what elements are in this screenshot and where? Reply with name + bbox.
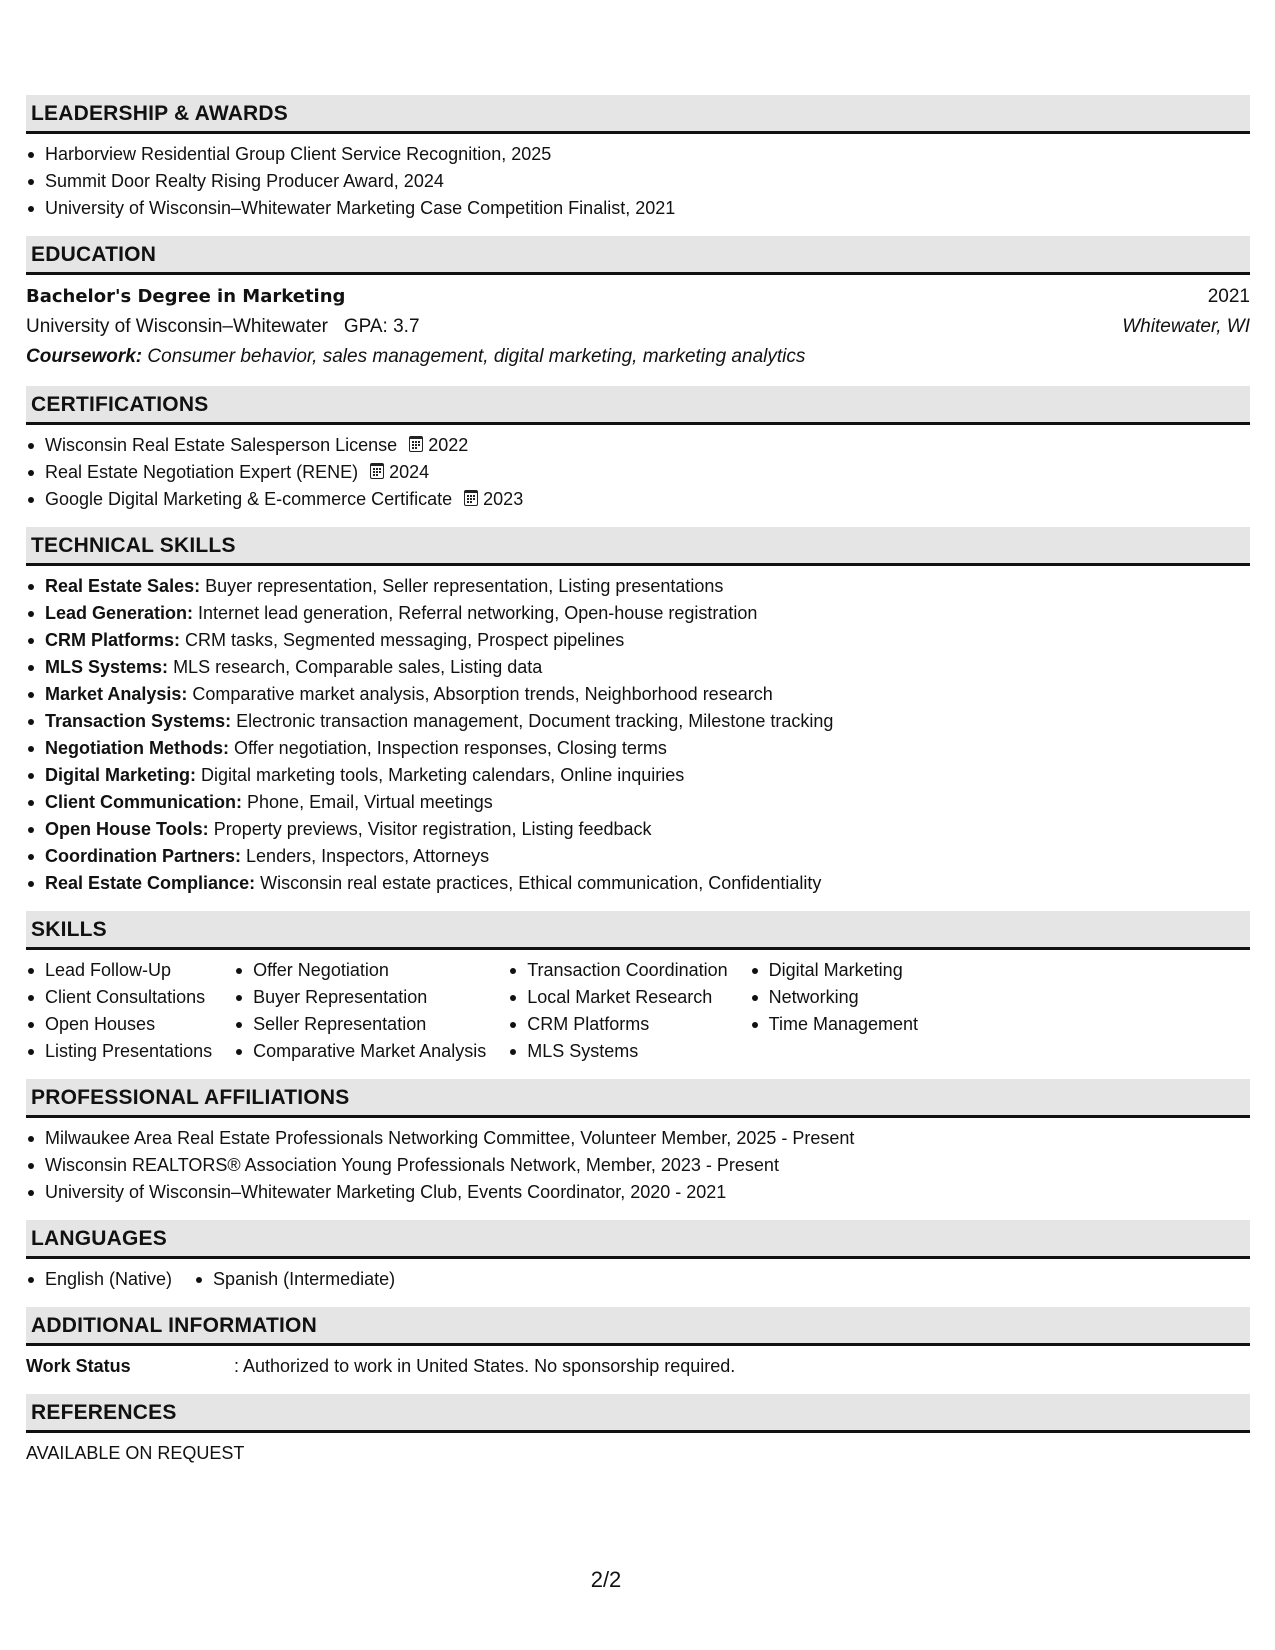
skill-category: Real Estate Compliance: bbox=[45, 873, 256, 893]
school-location: Whitewater, WI bbox=[1122, 316, 1250, 337]
skills-column bbox=[508, 957, 749, 1065]
languages-section bbox=[26, 1220, 1250, 1293]
leadership-list bbox=[26, 141, 1250, 222]
list-item bbox=[26, 600, 1250, 627]
skill-details: Wisconsin real estate practices, Ethical communication, Confidentiality bbox=[260, 873, 822, 893]
certification-year: 2023 bbox=[483, 489, 524, 509]
education-degree-row bbox=[26, 282, 1250, 312]
coursework-text: Consumer behavior, sales management, digital marketing, marketing analytics bbox=[147, 346, 806, 367]
list-item bbox=[26, 843, 1250, 870]
skill-category: Market Analysis: bbox=[45, 684, 188, 704]
languages-list bbox=[26, 1266, 1250, 1293]
calendar-icon bbox=[409, 436, 423, 452]
section-title: CERTIFICATIONS bbox=[26, 386, 1250, 425]
skills-column bbox=[234, 957, 508, 1065]
coursework-label: Coursework: bbox=[26, 346, 143, 367]
skill-details: Electronic transaction management, Document tracking, Milestone tracking bbox=[236, 711, 834, 731]
list-item bbox=[26, 816, 1250, 843]
list-item: Digital Marketing bbox=[750, 957, 918, 984]
technical-skills-section bbox=[26, 527, 1250, 897]
list-item bbox=[26, 708, 1250, 735]
list-item bbox=[26, 432, 1250, 459]
list-item bbox=[26, 459, 1250, 486]
education-school-row bbox=[26, 312, 1250, 342]
list-item: Client Consultations bbox=[26, 984, 212, 1011]
degree-name: Bachelor's Degree in Marketing bbox=[26, 286, 346, 307]
list-item bbox=[26, 486, 1250, 513]
list-item: Summit Door Realty Rising Producer Award, 2024 bbox=[26, 168, 1250, 195]
skill-category: Lead Generation: bbox=[45, 603, 194, 623]
list-item: Lead Follow-Up bbox=[26, 957, 212, 984]
certification-name: Google Digital Marketing & E-commerce Certificate bbox=[45, 489, 453, 509]
skill-category: Negotiation Methods: bbox=[45, 738, 229, 758]
section-title: REFERENCES bbox=[26, 1394, 1250, 1433]
list-item: University of Wisconsin–Whitewater Marketing Club, Events Coordinator, 2020 - 2021 bbox=[26, 1179, 1250, 1206]
info-key: Work Status bbox=[26, 1356, 131, 1376]
skills-section bbox=[26, 911, 1250, 1065]
certification-year: 2022 bbox=[428, 435, 469, 455]
skill-category: CRM Platforms: bbox=[45, 630, 181, 650]
calendar-icon bbox=[464, 490, 478, 506]
affiliations-section bbox=[26, 1079, 1250, 1206]
references-section bbox=[26, 1394, 1250, 1467]
list-item: Seller Representation bbox=[234, 1011, 486, 1038]
skills-columns bbox=[26, 957, 1250, 1065]
school-name: University of Wisconsin–Whitewater bbox=[26, 316, 328, 337]
list-item: CRM Platforms bbox=[508, 1011, 727, 1038]
graduation-year: 2021 bbox=[1207, 286, 1250, 307]
certifications-section bbox=[26, 386, 1250, 513]
certification-name: Wisconsin Real Estate Salesperson License bbox=[45, 435, 398, 455]
list-item: Milwaukee Area Real Estate Professionals Networking Committee, Volunteer Member, 2025 - Present bbox=[26, 1125, 1250, 1152]
skill-category: Digital Marketing: bbox=[45, 765, 197, 785]
info-row bbox=[26, 1353, 1250, 1380]
certification-year: 2024 bbox=[389, 462, 430, 482]
list-item: Networking bbox=[750, 984, 918, 1011]
calendar-icon bbox=[370, 463, 384, 479]
list-item bbox=[26, 627, 1250, 654]
list-item bbox=[26, 735, 1250, 762]
list-item: English (Native) bbox=[26, 1266, 172, 1293]
education-coursework-row bbox=[26, 342, 1250, 372]
skill-details: Buyer representation, Seller representation, Listing presentations bbox=[205, 576, 724, 596]
list-item bbox=[26, 681, 1250, 708]
skill-details: Offer negotiation, Inspection responses, Closing terms bbox=[234, 738, 667, 758]
page-number: 2/2 bbox=[590, 1567, 622, 1592]
list-item: Listing Presentations bbox=[26, 1038, 212, 1065]
skill-details: Digital marketing tools, Marketing calendars, Online inquiries bbox=[201, 765, 685, 785]
skill-details: CRM tasks, Segmented messaging, Prospect pipelines bbox=[185, 630, 625, 650]
skill-details: MLS research, Comparable sales, Listing data bbox=[173, 657, 543, 677]
skill-category: Coordination Partners: bbox=[45, 846, 242, 866]
section-title: TECHNICAL SKILLS bbox=[26, 527, 1250, 566]
certification-name: Real Estate Negotiation Expert (RENE) bbox=[45, 462, 359, 482]
section-title: LEADERSHIP & AWARDS bbox=[26, 95, 1250, 134]
technical-skills-list bbox=[26, 573, 1250, 897]
list-item: Offer Negotiation bbox=[234, 957, 486, 984]
list-item bbox=[26, 789, 1250, 816]
list-item: Spanish (Intermediate) bbox=[194, 1266, 395, 1293]
skill-details: Internet lead generation, Referral networking, Open-house registration bbox=[198, 603, 758, 623]
skill-category: Open House Tools: bbox=[45, 819, 209, 839]
list-item: Comparative Market Analysis bbox=[234, 1038, 486, 1065]
skill-details: Property previews, Visitor registration, Listing feedback bbox=[213, 819, 652, 839]
skill-category: Real Estate Sales: bbox=[45, 576, 201, 596]
list-item bbox=[26, 762, 1250, 789]
list-item: Transaction Coordination bbox=[508, 957, 727, 984]
skill-category: Transaction Systems: bbox=[45, 711, 232, 731]
section-title: SKILLS bbox=[26, 911, 1250, 950]
section-title: PROFESSIONAL AFFILIATIONS bbox=[26, 1079, 1250, 1118]
skills-column bbox=[26, 957, 234, 1065]
skill-details: Phone, Email, Virtual meetings bbox=[247, 792, 493, 812]
certifications-list bbox=[26, 432, 1250, 513]
section-title: ADDITIONAL INFORMATION bbox=[26, 1307, 1250, 1346]
list-item: Local Market Research bbox=[508, 984, 727, 1011]
list-item bbox=[26, 573, 1250, 600]
list-item: Open Houses bbox=[26, 1011, 212, 1038]
list-item bbox=[26, 870, 1250, 897]
gpa: GPA: 3.7 bbox=[343, 316, 420, 337]
section-title: LANGUAGES bbox=[26, 1220, 1250, 1259]
list-item: Wisconsin REALTORS® Association Young Professionals Network, Member, 2023 - Present bbox=[26, 1152, 1250, 1179]
resume-page bbox=[26, 95, 1250, 1481]
skill-category: Client Communication: bbox=[45, 792, 242, 812]
skills-column bbox=[750, 957, 940, 1065]
section-title: EDUCATION bbox=[26, 236, 1250, 275]
skill-details: Comparative market analysis, Absorption trends, Neighborhood research bbox=[192, 684, 773, 704]
skill-details: Lenders, Inspectors, Attorneys bbox=[246, 846, 490, 866]
list-item: MLS Systems bbox=[508, 1038, 727, 1065]
skill-category: MLS Systems: bbox=[45, 657, 169, 677]
list-item: University of Wisconsin–Whitewater Marketing Case Competition Finalist, 2021 bbox=[26, 195, 1250, 222]
list-item: Time Management bbox=[750, 1011, 918, 1038]
education-section bbox=[26, 236, 1250, 372]
additional-info-section bbox=[26, 1307, 1250, 1380]
info-value: : Authorized to work in United States. No sponsorship required. bbox=[234, 1356, 736, 1376]
list-item: Buyer Representation bbox=[234, 984, 486, 1011]
list-item: Harborview Residential Group Client Service Recognition, 2025 bbox=[26, 141, 1250, 168]
list-item bbox=[26, 654, 1250, 681]
leadership-section bbox=[26, 95, 1250, 222]
references-text: AVAILABLE ON REQUEST bbox=[26, 1443, 245, 1463]
affiliations-list bbox=[26, 1125, 1250, 1206]
